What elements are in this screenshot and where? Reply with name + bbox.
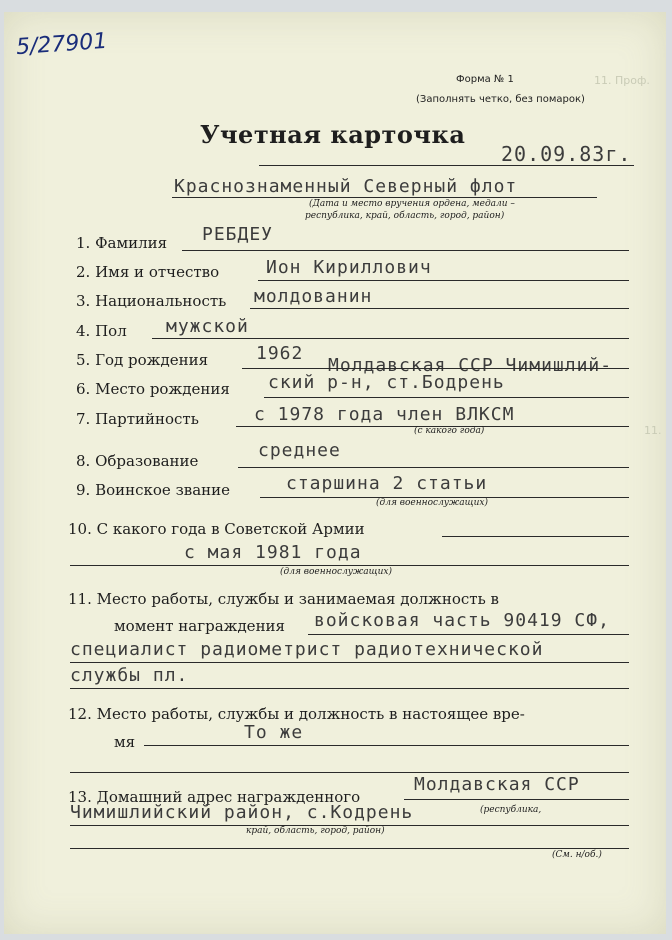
- field-7-hint: (с какого года): [414, 426, 485, 436]
- form-number: Форма № 1: [456, 74, 514, 85]
- field-12-line-a: [144, 745, 629, 746]
- field-9-label: 9. Воинское звание: [76, 481, 231, 499]
- field-12-value: То же: [244, 722, 304, 743]
- field-6-value-line2: ский р-н, ст.Бодрень: [268, 372, 505, 393]
- form-note: (Заполнять четко, без помарок): [416, 94, 585, 105]
- field-13-label: 13. Домашний адрес награжденного: [68, 788, 361, 806]
- field-4-value: мужской: [166, 316, 249, 337]
- continued-note: (См. н/об.): [552, 850, 602, 860]
- field-3-label: 3. Национальность: [76, 292, 227, 310]
- field-10-hint: (для военнослужащих): [280, 567, 393, 577]
- field-11-value-line2: специалист радиометрист радиотехнической: [70, 639, 544, 660]
- field-6-line: [264, 397, 629, 398]
- field-11-line-c: [70, 688, 629, 689]
- field-7-label: 7. Партийность: [76, 410, 199, 428]
- field-8-line: [238, 467, 629, 468]
- bleed-through-text-2: 11.: [644, 424, 662, 437]
- field-11-label-line2: момент награждения: [114, 617, 286, 635]
- account-card: [4, 12, 666, 934]
- field-4-label: 4. Пол: [76, 322, 127, 340]
- field-11-value-line3: службы пл.: [70, 665, 189, 686]
- field-13-hint-2: край, область, город, район): [246, 826, 385, 836]
- award-place-line: [172, 197, 597, 198]
- field-12-label-line2: мя: [114, 733, 136, 751]
- card-title: Учетная карточка: [200, 120, 466, 149]
- field-5-line: [242, 368, 629, 369]
- field-11-value-line1: войсковая часть 90419 СФ,: [314, 610, 610, 631]
- field-8-value: среднее: [258, 440, 341, 461]
- field-13-line-a: [404, 799, 629, 800]
- field-11-label-line1: 11. Место работы, службы и занимаемая должность в: [68, 590, 499, 608]
- award-place-hint-1: (Дата и место вручения ордена, медали –: [309, 199, 515, 209]
- award-place-hint-2: республика, край, область, город, район): [305, 211, 505, 221]
- field-10-line-a: [442, 536, 629, 537]
- field-11-line-a: [308, 634, 629, 635]
- field-3-value: молдованин: [254, 286, 373, 307]
- field-3-line: [250, 308, 629, 309]
- field-10-label: 10. С какого года в Советской Армии: [68, 520, 365, 538]
- field-12-label-line1: 12. Место работы, службы и должность в настоящее вре-: [68, 705, 525, 723]
- field-13-value-line2: Чимишлийский район, с.Кодрень: [70, 802, 414, 823]
- field-8-label: 8. Образование: [76, 452, 199, 470]
- handwritten-number: 5/27901: [15, 28, 109, 61]
- field-2-label: 2. Имя и отчество: [76, 263, 220, 281]
- field-6-label: 6. Место рождения: [76, 380, 230, 398]
- field-5-value: 1962: [256, 343, 304, 364]
- award-place-value: Краснознаменный Северный флот: [174, 176, 518, 197]
- field-10-value: с мая 1981 года: [184, 542, 362, 563]
- field-9-hint: (для военнослужащих): [376, 498, 489, 508]
- date-line: [259, 165, 634, 166]
- field-12-line-b: [70, 772, 629, 773]
- field-10-line-b: [70, 565, 629, 566]
- field-1-line: [182, 250, 629, 251]
- field-13-hint-1: (республика,: [480, 805, 542, 815]
- field-13-line-c: [70, 848, 629, 849]
- field-11-line-b: [70, 662, 629, 663]
- bleed-through-text: 11. Проф.: [594, 74, 650, 87]
- field-13-value-line1: Молдавская ССР: [414, 774, 580, 795]
- field-1-label: 1. Фамилия: [76, 234, 168, 252]
- field-4-line: [152, 338, 629, 339]
- field-2-value: Ион Кириллович: [266, 257, 432, 278]
- field-1-value: РЕБДЕУ: [202, 224, 274, 245]
- field-6-value-line1: Молдавская ССР Чимишлий-: [328, 355, 613, 376]
- field-7-value: с 1978 года член ВЛКСМ: [254, 404, 515, 425]
- field-5-label: 5. Год рождения: [76, 351, 209, 369]
- date-value: 20.09.83г.: [501, 142, 632, 166]
- field-2-line: [258, 280, 629, 281]
- field-9-value: старшина 2 статьи: [286, 473, 488, 494]
